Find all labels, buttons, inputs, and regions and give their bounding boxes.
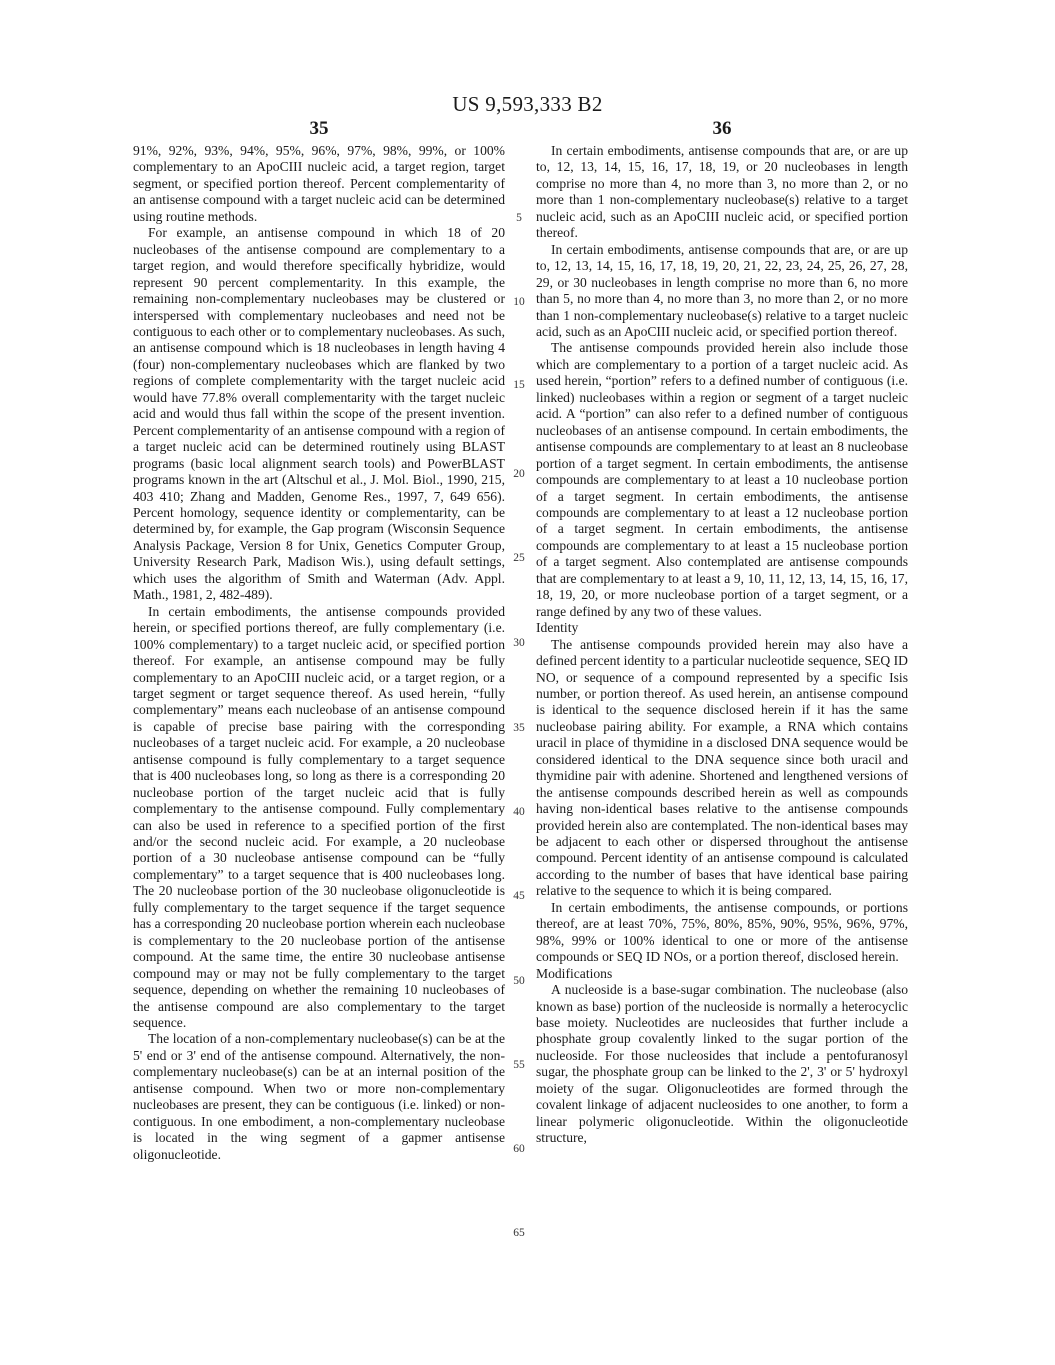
paragraph: In certain embodiments, the antisense compounds provided herein, or specified portions thereof, are fully complementary (i.e. 100% complementary) to a target nucleic acid, or specified portion thereof. For example, an antisense compound may be fully complementary to an ApoCIII nucleic acid, or a target region, or a target segment or target sequence thereof. As used herein, “fully complementary” means each nucleobase of an antisense compound is capable of precise base pairing with the corresponding nucleobases of a target nucleic acid. For example, a 20 nucleobase antisense compound is fully complementary to a target sequence that is 400 nucleobases long, so long as there is a corresponding 20 nucleobase portion of the target nucleic acid that is fully complementary to the antisense compound. Fully complementary can also be used in reference to a specified portion of the first and/or the second nucleic acid. For example, a 20 nucleobase portion of a 30 nucleobase antisense compound can be “fully complementary” to a target sequence that is 400 nucleobases long. The 20 nucleobase portion of the 30 nucleobase oligonucleotide is fully complementary to the target sequence if the target sequence has a corresponding 20 nucleobase portion wherein each nucleobase is complementary to the 20 nucleobase portion of the antisense compound. At the same time, the entire 30 nucleobase antisense compound may or may not be fully complementary to the target sequence, depending on whether the remaining 10 nucleobases of the antisense compound are also complementary to the target sequence. bbox=[133, 603, 505, 1031]
line-number: 65 bbox=[513, 1227, 525, 1239]
paragraph: For example, an antisense compound in which 18 of 20 nucleobases of the antisense compound are complementary to a target region, and would therefore specifically hybridize, would represent 90 percent complementarity. In this example, the remaining non-complementary nucleobases may be clustered or interspersed with complementary nucleobases and need not be contiguous to each other or to complementary nucleobases. As such, an antisense compound which is 18 nucleobases in length having 4 (four) non-complementary nucleobases which are flanked by two regions of complete complementarity with the target nucleic acid would have 77.8% overall complementarity with the target nucleic acid and would thus fall within the scope of the present invention. Percent complementarity of an antisense compound with a region of a target nucleic acid can be determined routinely using BLAST programs (basic local alignment search tools) and PowerBLAST programs known in the art (Altschul et al., J. Mol. Biol., 1990, 215, 403 410; Zhang and Madden, Genome Res., 1997, 7, 649 656). Percent homology, sequence identity or complementarity, can be determined by, for example, the Gap program (Wisconsin Sequence Analysis Package, Version 8 for Unix, Genetics Computer Group, University Research Park, Madison Wis.), using default settings, which uses the algorithm of Smith and Waterman (Adv. Appl. Math., 1981, 2, 482-489). bbox=[133, 225, 505, 603]
paragraph: The location of a non-complementary nucleobase(s) can be at the 5' end or 3' end of the antisense compound. Alternatively, the non-complementary nucleobase(s) can be at an internal position of the antisense compound. When two or more non-complementary nucleobases are present, they can be contiguous (i.e. linked) or non-contiguous. In one embodiment, a non-complementary nucleobase is located in the wing segment of a gapmer antisense oligonucleotide. bbox=[133, 1031, 505, 1162]
line-number: 35 bbox=[513, 722, 525, 734]
line-number: 55 bbox=[513, 1059, 525, 1071]
line-number: 20 bbox=[513, 468, 525, 480]
paragraph: A nucleoside is a base-sugar combination. The nucleobase (also known as base) portion of the nucleoside is normally a heterocyclic base moiety. Nucleotides are nucleosides that further include a phosphate group covalently linked to the sugar portion of the nucleoside. For those nucleosides that include a pentofuranosyl sugar, the phosphate group can be linked to the 2', 3' or 5' hydroxyl moiety of the sugar. Oligonucleotides are formed through the covalent linkage of adjacent nucleosides to one another, to form a linear polymeric oligonucleotide. Within the oligonucleotide structure, bbox=[536, 982, 908, 1146]
paragraph: In certain embodiments, the antisense compounds, or portions thereof, are at least 70%, 75%, 80%, 85%, 90%, 95%, 96%, 97%, 98%, 99% or 100% identical to one or more of the antisense compounds or SEQ ID NOs, or a portion thereof, disclosed herein. bbox=[536, 899, 908, 965]
line-number: 60 bbox=[513, 1143, 525, 1155]
line-number: 30 bbox=[513, 637, 525, 649]
line-number: 45 bbox=[513, 890, 525, 902]
left-column-number: 35 bbox=[309, 118, 329, 139]
right-text-column bbox=[536, 143, 908, 1147]
right-column-number: 36 bbox=[712, 118, 732, 139]
line-number: 50 bbox=[513, 975, 525, 987]
patent-number: US 9,593,333 B2 bbox=[452, 92, 603, 116]
paragraph: 91%, 92%, 93%, 94%, 95%, 96%, 97%, 98%, 99%, or 100% complementary to an ApoCIII nucleic acid, a target region, target segment, or specified portion thereof. Percent complementarity of an antisense compound with a target nucleic acid can be determined using routine methods. bbox=[133, 143, 505, 224]
line-number: 10 bbox=[513, 296, 525, 308]
section-heading-modifications: Modifications bbox=[536, 965, 613, 981]
section-heading-identity: Identity bbox=[536, 620, 579, 636]
paragraph: In certain embodiments, antisense compounds that are, or are up to, 12, 13, 14, 15, 16, 17, 18, 19, 20, 21, 22, 23, 24, 25, 26, 27, 28, 29, or 30 nucleobases in length comprise no more than 6, no more than 5, no more than 4, no more than 3, no more than 2, or no more than 1 non-complementary nucleobase(s) relative to a target nucleic acid, such as an ApoCIII nucleic acid, or specified portion thereof. bbox=[536, 241, 908, 339]
left-text-column bbox=[133, 143, 505, 1163]
line-number: 15 bbox=[513, 379, 525, 391]
paragraph: In certain embodiments, antisense compounds that are, or are up to, 12, 13, 14, 15, 16, 17, 18, 19, or 20 nucleobases in length comprise no more than 4, no more than 3, no more than 2, or no more than 1 non-complementary nucleobase(s) relative to a target nucleic acid, such as an ApoCIII nucleic acid, or specified portion thereof. bbox=[536, 143, 908, 241]
paragraph: The antisense compounds provided herein may also have a defined percent identity to a particular nucleotide sequence, SEQ ID NO, or sequence of a compound represented by a specific Isis number, or portion thereof. As used herein, an antisense compound is identical to the sequence disclosed herein if it has the same nucleobase pairing ability. For example, a RNA which contains uracil in place of thymidine in a disclosed DNA sequence would be considered identical to the DNA sequence since both uracil and thymidine pair with adenine. Shortened and lengthened versions of the antisense compounds described herein as well as compounds having non-identical bases relative to the antisense compounds provided herein also are contemplated. The non-identical bases may be adjacent to each other or dispersed throughout the antisense compound. Percent identity of an antisense compound is calculated according to the number of bases that have identical base pairing relative to the sequence to which it is being compared. bbox=[536, 636, 908, 899]
line-number: 5 bbox=[516, 212, 522, 224]
line-number: 25 bbox=[513, 552, 525, 564]
line-number: 40 bbox=[513, 806, 525, 818]
paragraph: The antisense compounds provided herein also include those which are complementary to a portion of a target nucleic acid. As used herein, “portion” refers to a defined number of contiguous (i.e. linked) nucleobases within a region or segment of a target nucleic acid. A “portion” can also refer to a defined number of contiguous nucleobases of an antisense compound. In certain embodiments, the antisense compounds are complementary to at least an 8 nucleobase portion of a target segment. In certain embodiments, the antisense compounds are complementary to at least a 10 nucleobase portion of a target segment. In certain embodiments, the antisense compounds are complementary to at least a 12 nucleobase portion of a target segment. In certain embodiments, the antisense compounds are complementary to at least a 15 nucleobase portion of a target segment. Also contemplated are antisense compounds that are complementary to at least a 9, 10, 11, 12, 13, 14, 15, 16, 17, 18, 19, 20, or more nucleobase portion of a target segment, or a range defined by any two of these values. bbox=[536, 340, 908, 619]
